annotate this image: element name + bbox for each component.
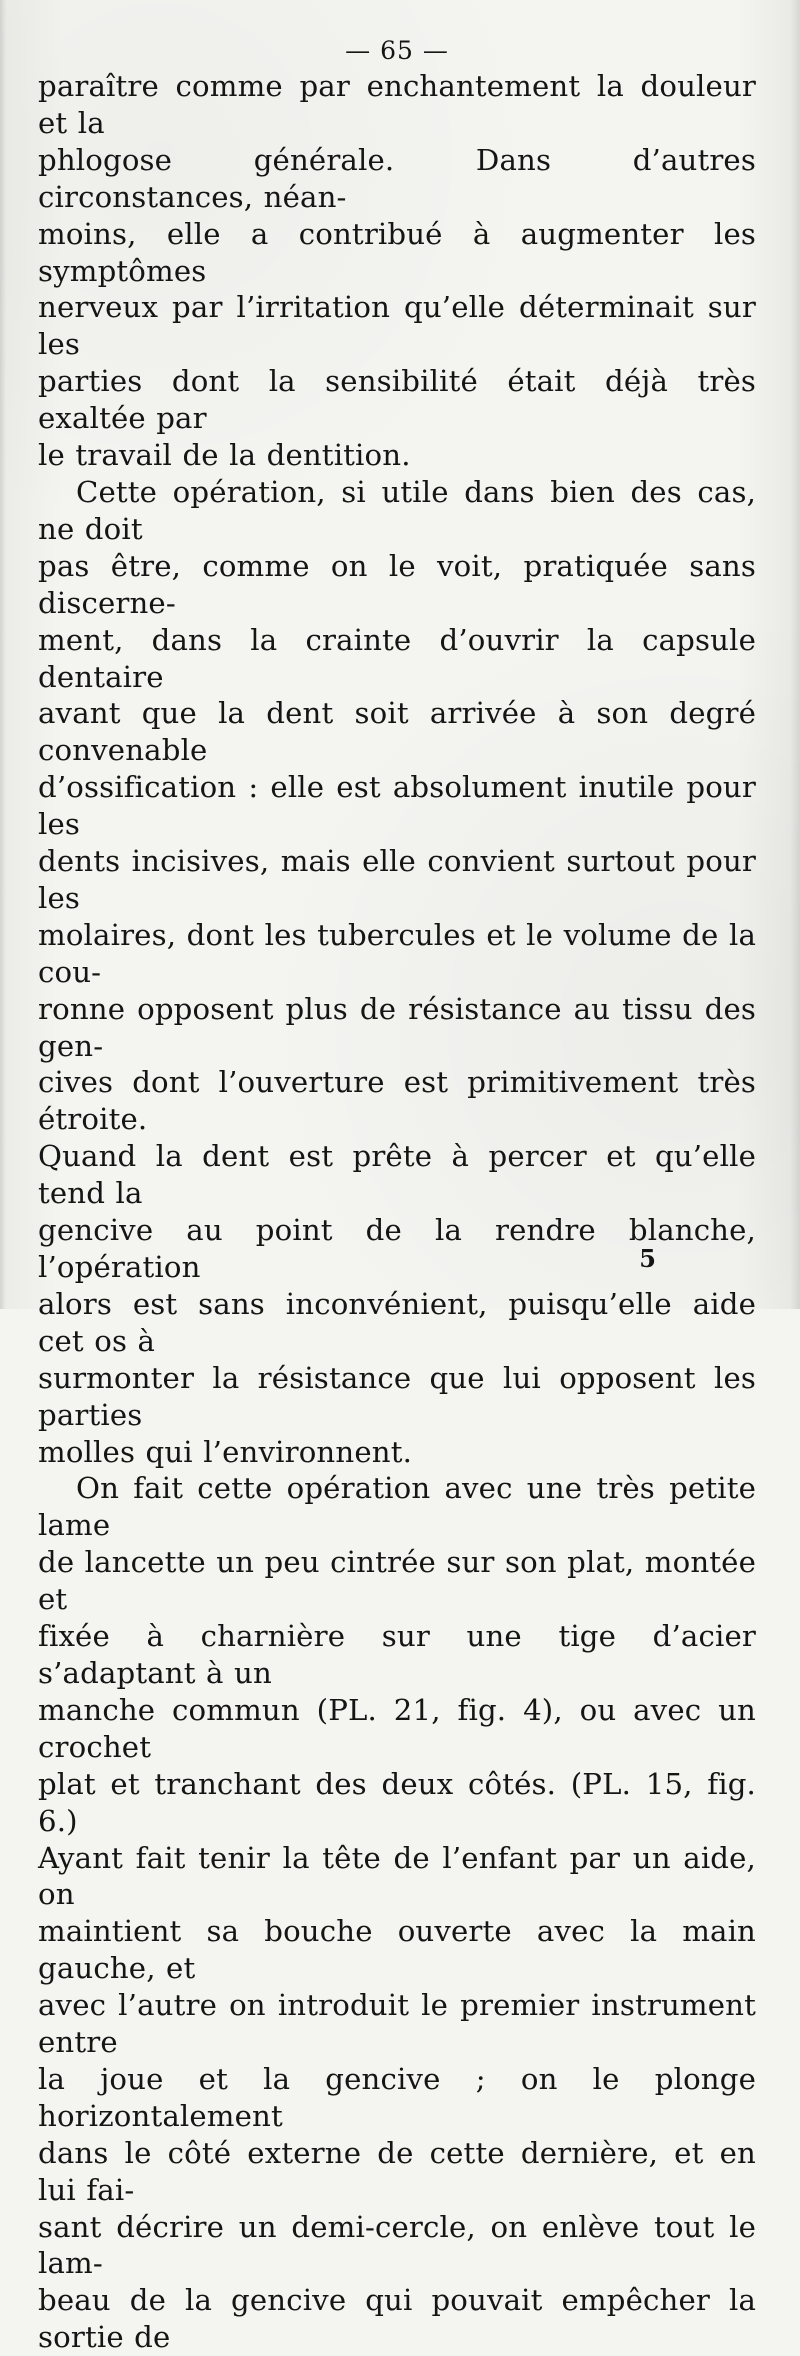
text-line: Quand la dent est prête à percer et qu’elle tend la (38, 1139, 756, 1211)
page-shadow-left (0, 0, 6, 1309)
text-line: la joue et la gencive ; on le plonge horizontalement (38, 2061, 756, 2133)
text-line: On fait cette opération avec une très petite lame (38, 1471, 756, 1543)
text-line: le travail de la dentition. (38, 438, 411, 473)
text-line: molles qui l’environnent. (38, 1434, 412, 1469)
text-line: cives dont l’ouverture est primitivement très étroite. (38, 1065, 756, 1137)
text-line: molaires, dont les tubercules et le volume de la cou- (38, 917, 756, 989)
text-line: sant décrire un demi-cercle, on enlève tout le lam- (38, 2209, 756, 2281)
paragraph-2 (38, 474, 756, 1470)
body-text (38, 68, 756, 2356)
text-line: paraître comme par enchantement la douleur et la (38, 69, 756, 140)
text-line: Ayant fait tenir la tête de l’enfant par un aide, on (38, 1840, 756, 1912)
text-line: dents incisives, mais elle convient surtout pour les (38, 844, 756, 915)
text-line: nerveux par l’irritation qu’elle déterminait sur les (38, 290, 756, 362)
text-line: maintient sa bouche ouverte avec la main gauche, et (38, 1914, 756, 1986)
paragraph-1 (38, 68, 756, 474)
signature-number: 5 (639, 1244, 656, 1273)
text-line: dans le côté externe de cette dernière, et en lui fai- (38, 2135, 756, 2207)
text-line: ment, dans la crainte d’ouvrir la capsule dentaire (38, 622, 756, 694)
text-line: phlogose générale. Dans d’autres circonstances, néan- (38, 142, 756, 214)
text-line: ronne opposent plus de résistance au tissu des gen- (38, 991, 756, 1063)
text-line: plat et tranchant des deux côtés. (PL. 15, fig. 6.) (38, 1766, 756, 1838)
text-line: alors est sans inconvénient, puisqu’elle aide cet os à (38, 1286, 756, 1358)
text-line: parties dont la sensibilité était déjà très exaltée par (38, 364, 756, 436)
text-line: pas être, comme on le voit, pratiquée sans discerne- (38, 548, 756, 620)
text-line: avant que la dent soit arrivée à son degré convenable (38, 696, 756, 768)
text-line: d’ossification : elle est absolument inutile pour les (38, 770, 756, 842)
text-line: beau de la gencive qui pouvait empêcher la sortie de (38, 2283, 756, 2355)
text-line: fixée à charnière sur une tige d’acier s’adaptant à un (38, 1619, 756, 1690)
text-line: manche commun (PL. 21, fig. 4), ou avec un crochet (38, 1692, 756, 1764)
text-line: moins, elle a contribué à augmenter les symptômes (38, 216, 756, 288)
paragraph-3 (38, 1470, 756, 2356)
text-line: surmonter la résistance que lui opposent les parties (38, 1360, 756, 1432)
text-line: avec l’autre on introduit le premier instrument entre (38, 1988, 756, 2060)
page-shadow-right (790, 0, 800, 1309)
text-line: gencive au point de la rendre blanche, l’opération (38, 1213, 756, 1284)
text-line: Cette opération, si utile dans bien des cas, ne doit (38, 474, 756, 546)
text-line: de lancette un peu cintrée sur son plat, montée et (38, 1545, 757, 1617)
page-number-header: — 65 — (345, 36, 449, 65)
